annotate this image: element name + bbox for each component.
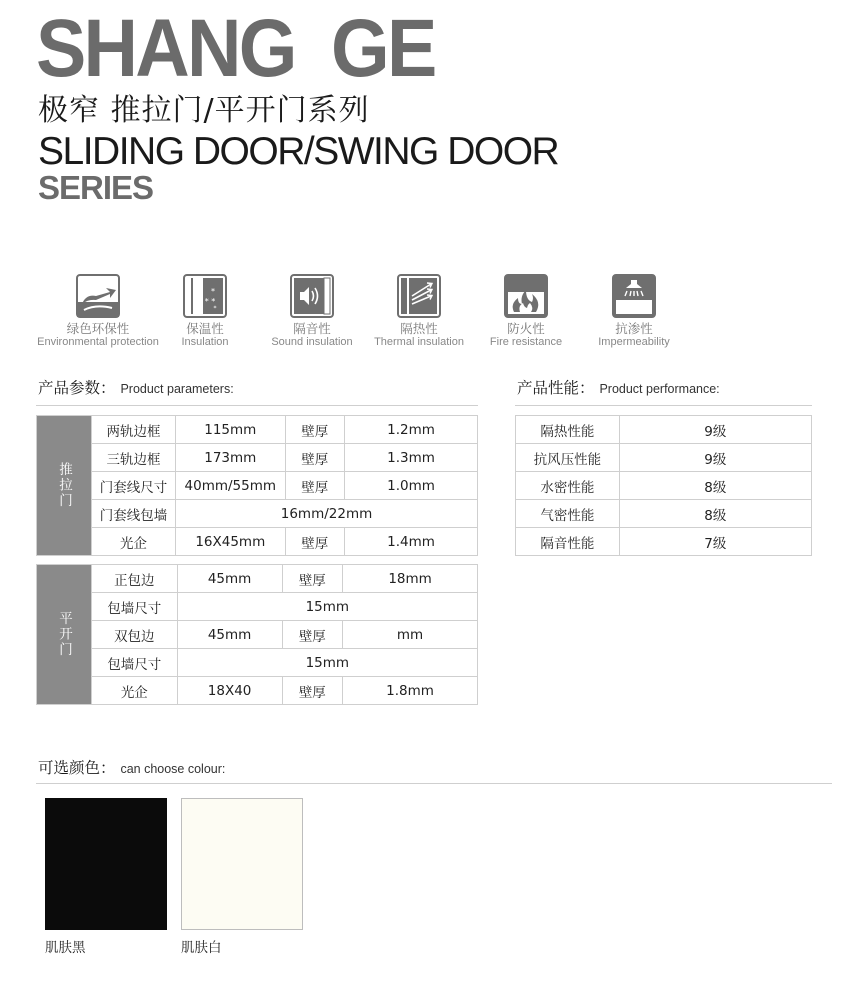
feature-label-cn: 保温性 <box>186 321 224 336</box>
svg-text:*: * <box>211 287 215 296</box>
param-name: 两轨边框 <box>92 416 176 444</box>
colour-heading-en: can choose colour: <box>120 762 226 776</box>
brand-title: SHANG GE <box>36 3 435 94</box>
insulation-icon <box>183 274 227 318</box>
param-name: 门套线包墙 <box>92 500 176 528</box>
table-row <box>37 677 478 705</box>
thermal-insulation-icon <box>397 274 441 318</box>
thickness-label: 壁厚 <box>282 621 343 649</box>
series-title-cn: 极窄 推拉门/平开门系列 <box>38 93 370 128</box>
param-value: 15mm <box>177 649 477 677</box>
param-value: 115mm <box>176 416 286 444</box>
param-value: 18X40 <box>177 677 282 705</box>
param-name: 包墙尺寸 <box>92 593 178 621</box>
table-row <box>37 472 478 500</box>
feature-label-en: Environmental protection <box>37 335 159 348</box>
param-name: 包墙尺寸 <box>92 649 178 677</box>
performance-name: 隔热性能 <box>516 416 620 444</box>
swing-door-label-text: 平开门 <box>56 611 72 658</box>
param-value: 45mm <box>177 621 282 649</box>
table-row <box>37 500 478 528</box>
thickness-value: 1.2mm <box>345 416 478 444</box>
feature-impermeability <box>564 274 704 349</box>
param-value: 15mm <box>177 593 477 621</box>
param-name: 双包边 <box>92 621 178 649</box>
swing-door-table <box>36 564 478 705</box>
table-row <box>37 649 478 677</box>
feature-label-cn: 抗渗性 <box>615 321 653 336</box>
feature-label-cn: 绿色环保性 <box>66 321 130 336</box>
param-name: 正包边 <box>92 565 178 593</box>
colour-swatch-black[interactable] <box>45 798 167 930</box>
feature-label-en: Impermeability <box>598 335 670 348</box>
feature-label-cn: 隔音性 <box>293 321 331 336</box>
table-row <box>516 416 812 444</box>
sliding-door-label <box>37 416 92 556</box>
thickness-value: 1.8mm <box>343 677 478 705</box>
thickness-label: 壁厚 <box>285 444 345 472</box>
params-heading-cn: 产品参数： <box>38 379 116 397</box>
performance-grade: 8级 <box>619 472 811 500</box>
table-row <box>37 444 478 472</box>
table-row <box>37 593 478 621</box>
thickness-value: 1.0mm <box>345 472 478 500</box>
performance-name: 抗风压性能 <box>516 444 620 472</box>
series-title-en: SLIDING DOOR/SWING DOOR <box>38 130 559 173</box>
feature-label-cn: 防火性 <box>507 321 545 336</box>
environmental-protection-icon <box>76 274 120 318</box>
thickness-value: 18mm <box>343 565 478 593</box>
performance-name: 水密性能 <box>516 472 620 500</box>
params-divider <box>36 405 478 406</box>
table-row <box>516 444 812 472</box>
table-row <box>37 416 478 444</box>
thickness-label: 壁厚 <box>282 677 343 705</box>
thickness-label: 壁厚 <box>285 416 345 444</box>
performance-heading <box>517 381 720 397</box>
sound-insulation-icon <box>290 274 334 318</box>
thickness-label: 壁厚 <box>282 565 343 593</box>
param-name: 光企 <box>92 677 178 705</box>
feature-label-en: Thermal insulation <box>374 335 464 348</box>
thickness-label: 壁厚 <box>285 528 345 556</box>
performance-grade: 8级 <box>619 500 811 528</box>
performance-grade: 7级 <box>619 528 811 556</box>
thickness-value: 1.4mm <box>345 528 478 556</box>
thickness-value: 1.3mm <box>345 444 478 472</box>
sliding-door-label-text: 推拉门 <box>56 462 72 509</box>
performance-heading-cn: 产品性能： <box>517 379 595 397</box>
param-value: 173mm <box>176 444 286 472</box>
colour-swatch-white[interactable] <box>181 798 303 930</box>
feature-label-en: Insulation <box>181 335 229 348</box>
param-value: 45mm <box>177 565 282 593</box>
feature-label-cn: 隔热性 <box>400 321 438 336</box>
performance-divider <box>515 405 812 406</box>
fire-resistance-icon <box>504 274 548 318</box>
feature-label-en: Sound insulation <box>271 335 353 348</box>
svg-text:*: * <box>213 305 217 312</box>
impermeability-icon <box>612 274 656 318</box>
swing-door-label <box>37 565 92 705</box>
table-row <box>516 528 812 556</box>
performance-name: 隔音性能 <box>516 528 620 556</box>
params-heading <box>38 381 234 397</box>
params-heading-en: Product parameters: <box>120 382 234 396</box>
param-value: 40mm/55mm <box>176 472 286 500</box>
thickness-value: mm <box>343 621 478 649</box>
performance-grade: 9级 <box>619 416 811 444</box>
param-name: 光企 <box>92 528 176 556</box>
param-name: 门套线尺寸 <box>92 472 176 500</box>
colour-name-black: 肌肤黑 <box>45 940 86 956</box>
svg-text:* *: * * <box>204 297 216 306</box>
table-row <box>37 565 478 593</box>
series-label: SERIES <box>38 169 154 206</box>
table-row <box>516 472 812 500</box>
feature-label-en: Fire resistance <box>489 335 563 348</box>
colour-heading <box>38 761 225 777</box>
performance-name: 气密性能 <box>516 500 620 528</box>
table-row <box>37 621 478 649</box>
colour-name-white: 肌肤白 <box>181 940 222 956</box>
param-value: 16X45mm <box>176 528 286 556</box>
colour-divider <box>36 783 832 784</box>
performance-heading-en: Product performance: <box>599 382 720 396</box>
sliding-door-table <box>36 415 478 556</box>
table-row <box>37 528 478 556</box>
table-row <box>516 500 812 528</box>
thickness-label: 壁厚 <box>285 472 345 500</box>
param-value: 16mm/22mm <box>176 500 478 528</box>
param-name: 三轨边框 <box>92 444 176 472</box>
performance-grade: 9级 <box>619 444 811 472</box>
colour-heading-cn: 可选颜色： <box>38 759 116 777</box>
performance-table <box>515 415 812 556</box>
